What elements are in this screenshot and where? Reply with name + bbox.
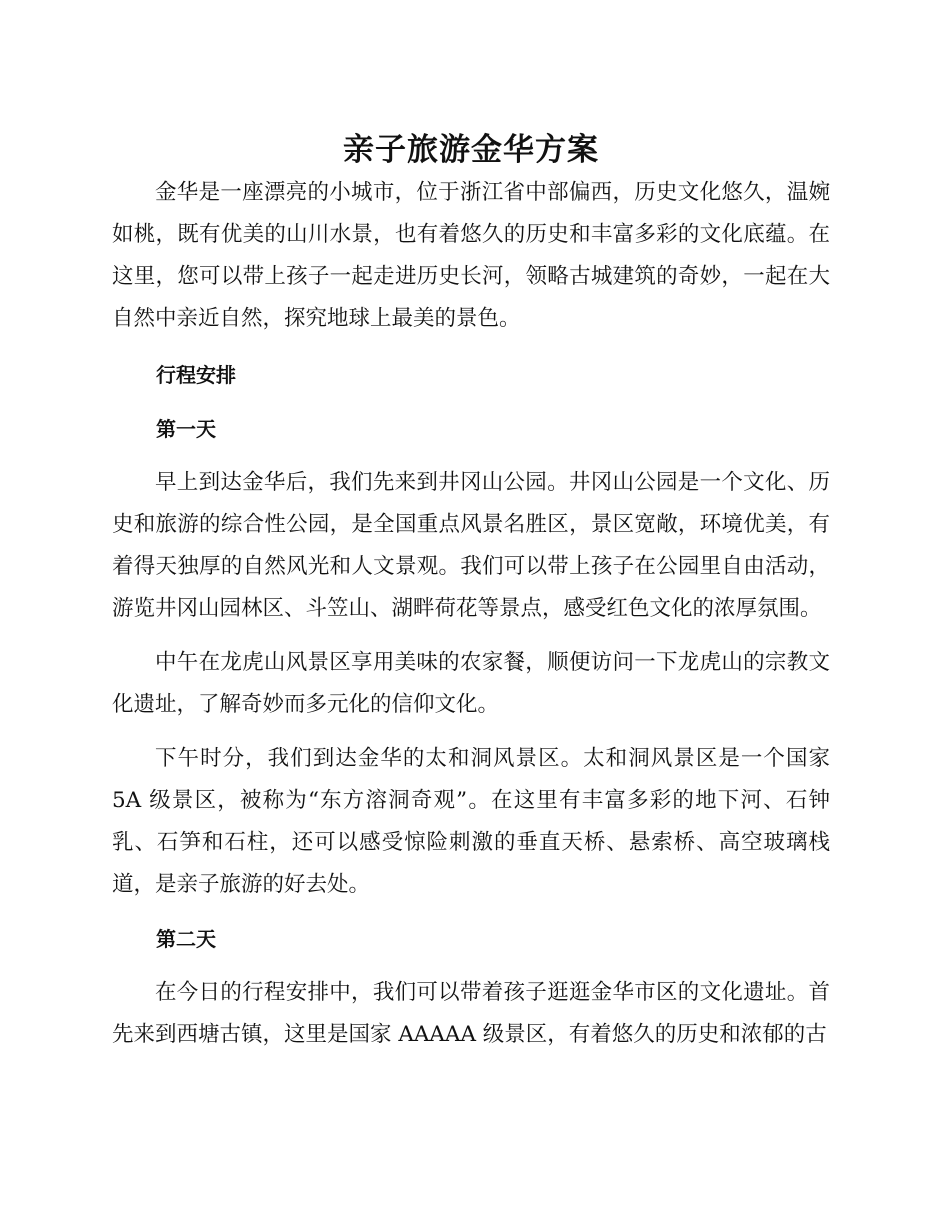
day1-paragraph: 中午在龙虎山风景区享用美味的农家餐，顺便访问一下龙虎山的宗教文化遗址，了解奇妙而多元化的信仰文化。 xyxy=(112,650,830,717)
spacer xyxy=(112,630,830,642)
day2-heading: 第二天 xyxy=(156,927,216,951)
spacer xyxy=(112,396,830,408)
document-page xyxy=(112,128,830,1056)
spacer xyxy=(112,726,830,738)
document-title: 亲子旅游金华方案 xyxy=(343,132,599,168)
spacer xyxy=(112,906,830,918)
intro-paragraph: 金华是一座漂亮的小城市，位于浙江省中部偏西，历史文化悠久，温婉如桃，既有优美的山川水景，也有着悠久的历史和丰富多彩的文化底蕴。在这里，您可以带上孩子一起走进历史长河，领略古城建筑的奇妙，一起在大自然中亲近自然，探究地球上最美的景色。 xyxy=(112,180,830,331)
spacer xyxy=(112,960,830,972)
spacer xyxy=(112,340,830,354)
day2-paragraph: 在今日的行程安排中，我们可以带着孩子逛逛金华市区的文化遗址。首先来到西塘古镇，这里是国家 AAAAA 级景区，有着悠久的历史和浓郁的古 xyxy=(112,980,830,1047)
spacer xyxy=(112,450,830,462)
day1-paragraph: 下午时分，我们到达金华的太和洞风景区。太和洞风景区是一个国家 5A 级景区，被称为“东方溶洞奇观”。在这里有丰富多彩的地下河、石钟乳、石笋和石柱，还可以感受惊险刺激的垂直天桥、悬索桥、高空玻璃栈道，是亲子旅游的好去处。 xyxy=(112,746,830,897)
section-heading: 行程安排 xyxy=(156,363,236,387)
day1-heading: 第一天 xyxy=(156,417,216,441)
day1-paragraph: 早上到达金华后，我们先来到井冈山公园。井冈山公园是一个文化、历史和旅游的综合性公园，是全国重点风景名胜区，景区宽敞，环境优美，有着得天独厚的自然风光和人文景观。我们可以带上孩子在公园里自由活动，游览井冈山园林区、斗笠山、湖畔荷花等景点，感受红色文化的浓厚氛围。 xyxy=(112,470,830,621)
